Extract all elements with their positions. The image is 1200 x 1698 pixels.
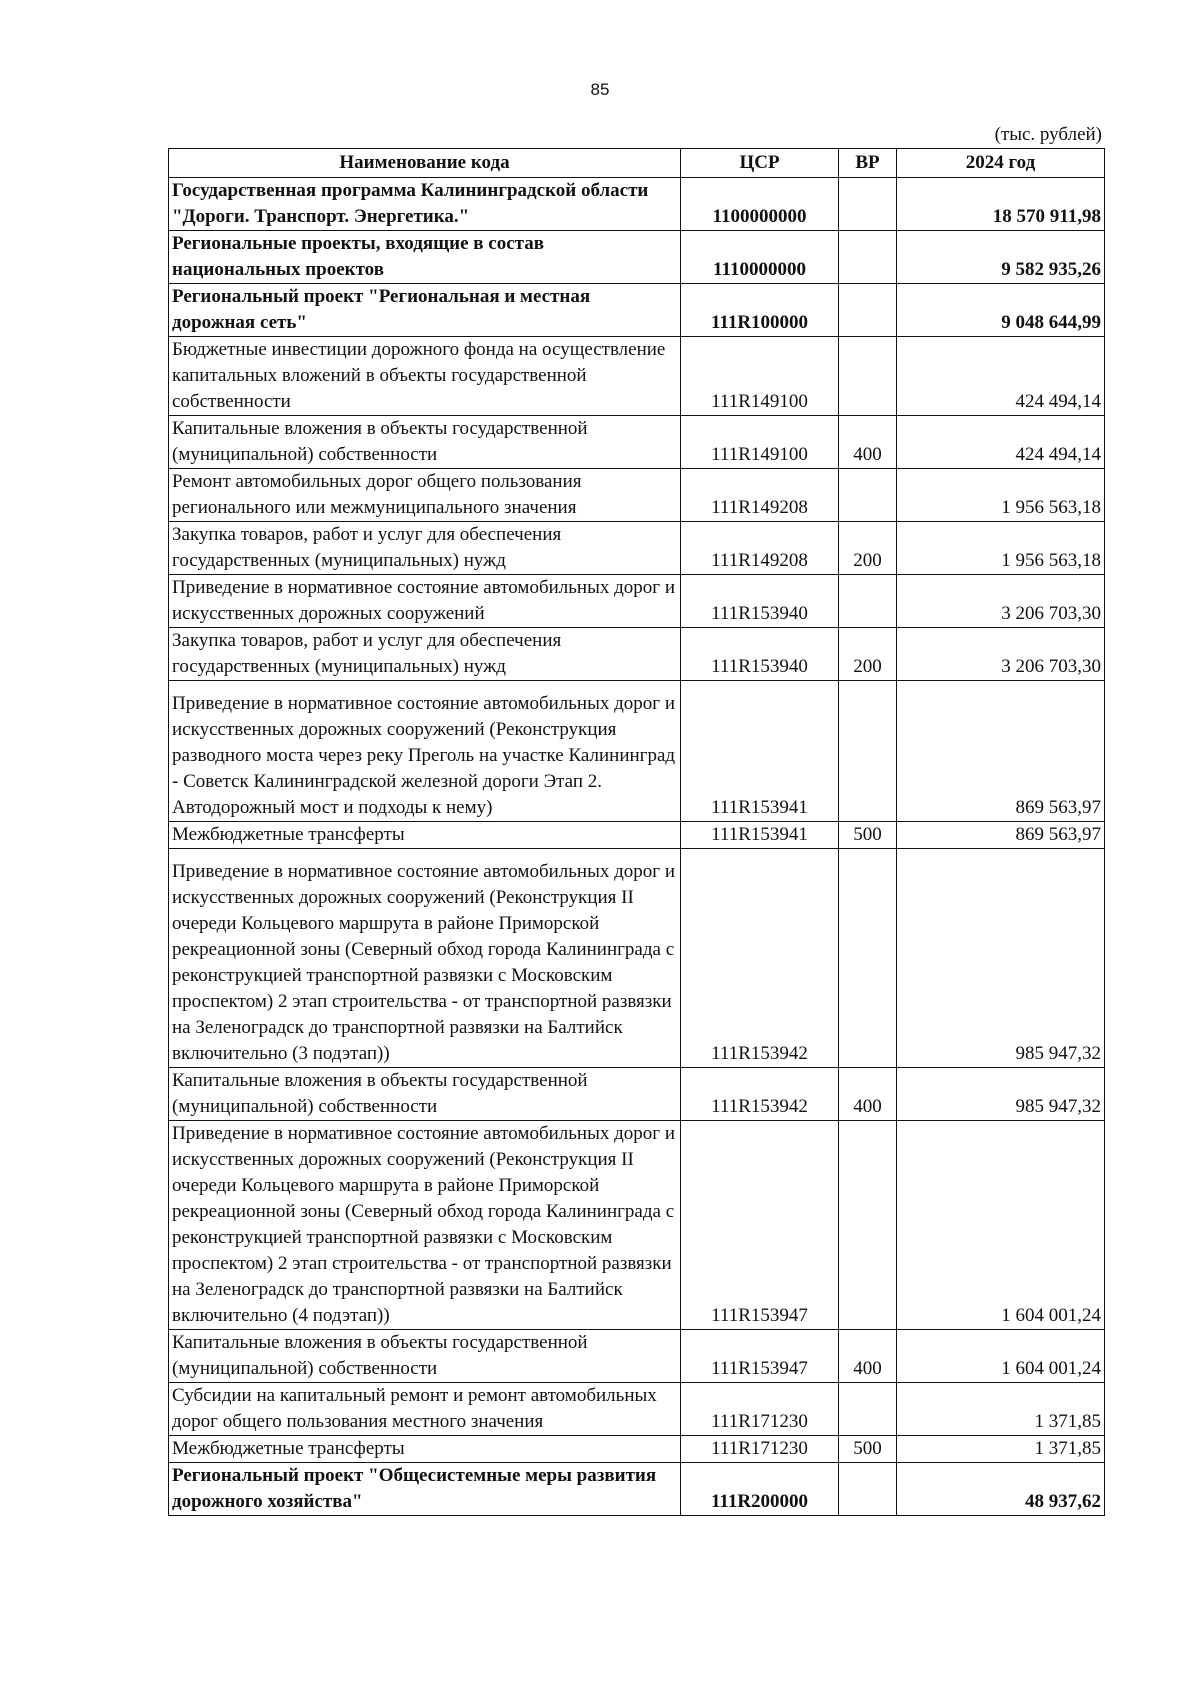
cell-vr [839, 1121, 897, 1330]
cell-amount: 1 956 563,18 [897, 469, 1105, 522]
cell-amount: 3 206 703,30 [897, 628, 1105, 681]
table-row [169, 1121, 1105, 1330]
cell-code: 111R149100 [681, 337, 839, 416]
cell-code: 111R153940 [681, 628, 839, 681]
cell-name: Капитальные вложения в объекты государственной (муниципальной) собственности [169, 416, 681, 469]
cell-amount: 1 371,85 [897, 1436, 1105, 1463]
cell-amount: 869 563,97 [897, 822, 1105, 849]
cell-amount: 9 582 935,26 [897, 231, 1105, 284]
cell-vr [839, 1383, 897, 1436]
cell-amount: 48 937,62 [897, 1463, 1105, 1516]
cell-code: 111R200000 [681, 1463, 839, 1516]
cell-name: Государственная программа Калининградской области "Дороги. Транспорт. Энергетика." [169, 178, 681, 231]
cell-amount: 1 371,85 [897, 1383, 1105, 1436]
cell-vr [839, 231, 897, 284]
cell-vr [839, 178, 897, 231]
cell-name: Региональный проект "Региональная и местная дорожная сеть" [169, 284, 681, 337]
table-row [169, 337, 1105, 416]
cell-amount: 1 956 563,18 [897, 522, 1105, 575]
cell-code: 111R153942 [681, 1068, 839, 1121]
cell-amount: 869 563,97 [897, 681, 1105, 822]
header-vr: ВР [839, 149, 897, 178]
cell-code: 1110000000 [681, 231, 839, 284]
cell-name: Закупка товаров, работ и услуг для обеспечения государственных (муниципальных) нужд [169, 522, 681, 575]
cell-name: Приведение в нормативное состояние автомобильных дорог и искусственных дорожных сооружений (Реконструкция II очереди Кольцевого маршрута в районе Приморской рекреационной зоны (Северный обход города Калининграда с реконструкцией транспортной развязки с Московским проспектом) 2 этап строительства - от транспортной развязки на Зеленоградск до транспортной развязки на Балтийск включительно (3 подэтап)) [169, 849, 681, 1068]
table-row [169, 416, 1105, 469]
table-body [169, 178, 1105, 1516]
cell-code: 111R153947 [681, 1330, 839, 1383]
cell-code: 111R171230 [681, 1436, 839, 1463]
table-row [169, 822, 1105, 849]
cell-vr: 400 [839, 1330, 897, 1383]
cell-vr [839, 681, 897, 822]
cell-name: Межбюджетные трансферты [169, 1436, 681, 1463]
header-name: Наименование кода [169, 149, 681, 178]
cell-vr: 500 [839, 822, 897, 849]
cell-code: 111R171230 [681, 1383, 839, 1436]
table-row [169, 849, 1105, 1068]
cell-name: Приведение в нормативное состояние автомобильных дорог и искусственных дорожных сооружений (Реконструкция II очереди Кольцевого маршрута в районе Приморской рекреационной зоны (Северный обход города Калининграда с реконструкцией транспортной развязки с Московским проспектом) 2 этап строительства - от транспортной развязки на Зеленоградск до транспортной развязки на Балтийск включительно (4 подэтап)) [169, 1121, 681, 1330]
cell-name: Приведение в нормативное состояние автомобильных дорог и искусственных дорожных сооружений (Реконструкция разводного моста через реку Преголь на участке Калининград - Советск Калининградской железной дороги Этап 2. Автодорожный мост и подходы к нему) [169, 681, 681, 822]
table-row [169, 1463, 1105, 1516]
cell-name: Региональные проекты, входящие в состав национальных проектов [169, 231, 681, 284]
table-row [169, 1330, 1105, 1383]
page-number: 85 [590, 80, 610, 99]
cell-code: 111R100000 [681, 284, 839, 337]
cell-vr: 400 [839, 1068, 897, 1121]
table-row [169, 1383, 1105, 1436]
header-amount: 2024 год [897, 149, 1105, 178]
table-row [169, 231, 1105, 284]
table-row [169, 522, 1105, 575]
cell-name: Субсидии на капитальный ремонт и ремонт автомобильных дорог общего пользования местного значения [169, 1383, 681, 1436]
cell-name: Бюджетные инвестиции дорожного фонда на осуществление капитальных вложений в объекты государственной собственности [169, 337, 681, 416]
cell-amount: 3 206 703,30 [897, 575, 1105, 628]
header-code: ЦСР [681, 149, 839, 178]
table-header-row [169, 149, 1105, 178]
table-row [169, 469, 1105, 522]
table-row [169, 284, 1105, 337]
cell-vr: 500 [839, 1436, 897, 1463]
cell-amount: 424 494,14 [897, 337, 1105, 416]
cell-code: 111R153941 [681, 822, 839, 849]
cell-vr [839, 849, 897, 1068]
cell-vr [839, 1463, 897, 1516]
cell-vr [839, 284, 897, 337]
cell-vr [839, 337, 897, 416]
table-row [169, 1068, 1105, 1121]
cell-amount: 1 604 001,24 [897, 1330, 1105, 1383]
cell-amount: 1 604 001,24 [897, 1121, 1105, 1330]
cell-code: 111R153947 [681, 1121, 839, 1330]
cell-code: 111R149208 [681, 469, 839, 522]
cell-vr [839, 575, 897, 628]
cell-amount: 985 947,32 [897, 1068, 1105, 1121]
cell-code: 111R149100 [681, 416, 839, 469]
cell-amount: 424 494,14 [897, 416, 1105, 469]
cell-code: 111R153942 [681, 849, 839, 1068]
cell-name: Региональный проект "Общесистемные меры развития дорожного хозяйства" [169, 1463, 681, 1516]
cell-name: Ремонт автомобильных дорог общего пользования регионального или межмуниципального значения [169, 469, 681, 522]
cell-name: Межбюджетные трансферты [169, 822, 681, 849]
cell-amount: 9 048 644,99 [897, 284, 1105, 337]
cell-name: Капитальные вложения в объекты государственной (муниципальной) собственности [169, 1068, 681, 1121]
cell-name: Капитальные вложения в объекты государственной (муниципальной) собственности [169, 1330, 681, 1383]
table-row [169, 628, 1105, 681]
cell-amount: 985 947,32 [897, 849, 1105, 1068]
cell-code: 111R153941 [681, 681, 839, 822]
cell-code: 1100000000 [681, 178, 839, 231]
cell-code: 111R153940 [681, 575, 839, 628]
units-label: (тыс. рублей) [994, 124, 1102, 145]
cell-name: Приведение в нормативное состояние автомобильных дорог и искусственных дорожных сооружений [169, 575, 681, 628]
table-row [169, 1436, 1105, 1463]
cell-vr: 200 [839, 628, 897, 681]
table-row [169, 575, 1105, 628]
table-row [169, 178, 1105, 231]
table-row [169, 681, 1105, 822]
cell-name: Закупка товаров, работ и услуг для обеспечения государственных (муниципальных) нужд [169, 628, 681, 681]
budget-table [168, 148, 1105, 1516]
cell-vr: 400 [839, 416, 897, 469]
cell-vr [839, 469, 897, 522]
cell-amount: 18 570 911,98 [897, 178, 1105, 231]
cell-code: 111R149208 [681, 522, 839, 575]
cell-vr: 200 [839, 522, 897, 575]
